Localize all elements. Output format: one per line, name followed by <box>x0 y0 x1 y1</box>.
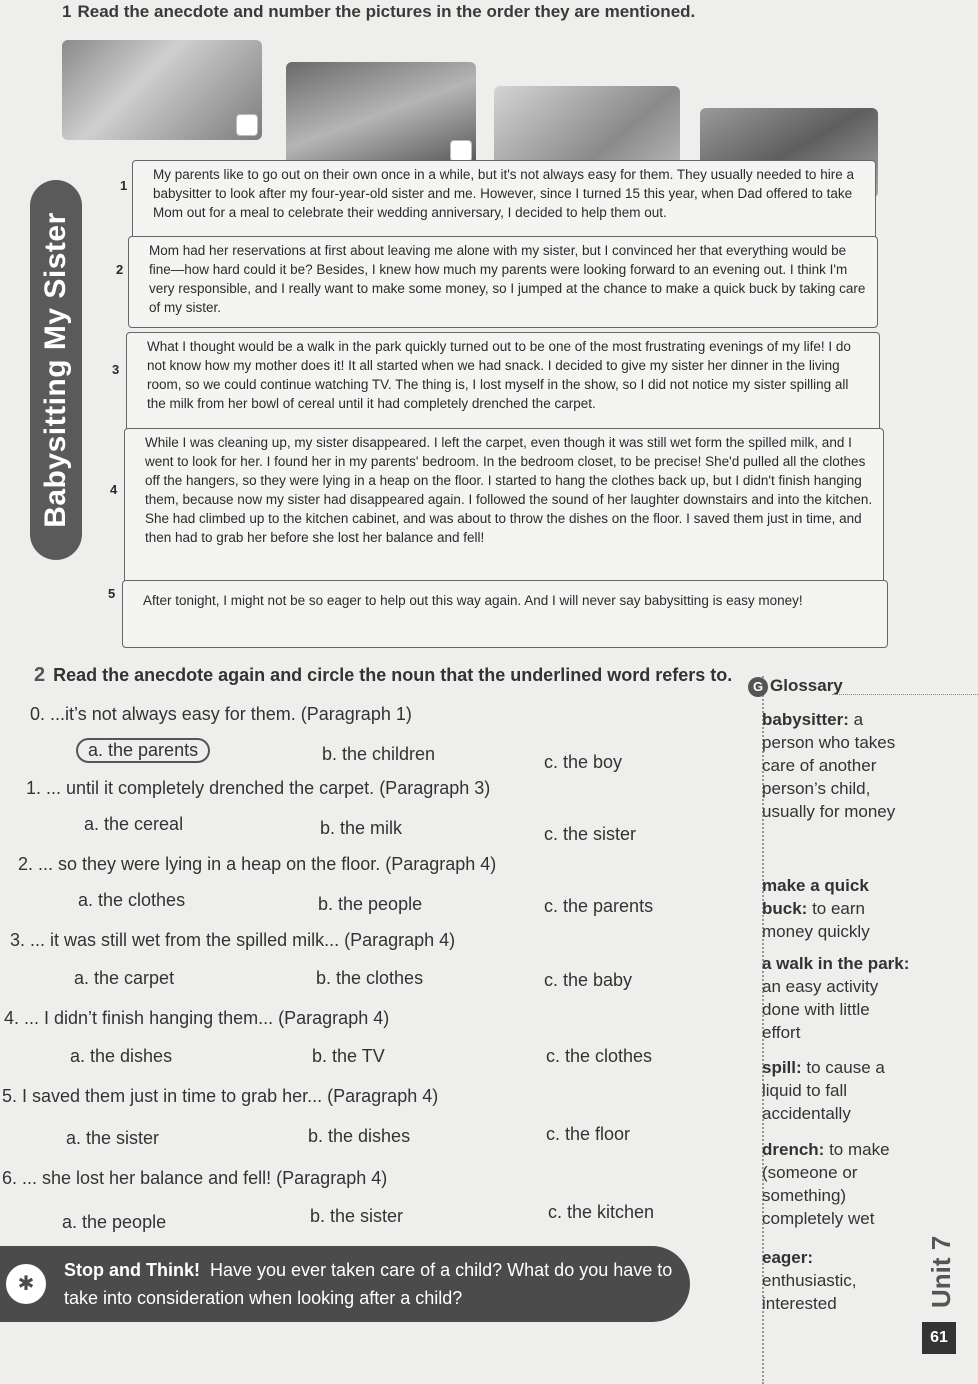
paragraph-2: Mom had her reservations at first about leaving me alone with my sister, but I convinced her that everything would be fine—how hard could it be? Besides, I knew how much my parents were looking forward to an evening out. I think I'm very responsible, and I really want to make some money, so I jumped at the chance to make a quick buck by taking care of my sister. <box>128 236 878 328</box>
stop-and-think-question: Have you ever taken care of a child? What do you have to take into consideration when looking after a child? <box>64 1260 673 1308</box>
question-2: 2. ... so they were lying in a heap on the floor. (Paragraph 4) <box>18 854 497 874</box>
option-a[interactable]: a. the carpet <box>74 968 175 988</box>
paragraph-number: 4 <box>110 482 118 497</box>
option-a-circled[interactable]: a. the parents <box>76 738 210 763</box>
page-number: 61 <box>922 1322 956 1354</box>
question-5: 5. I saved them just in time to grab her... (Paragraph 4) <box>2 1086 439 1106</box>
glossary-icon: G <box>748 677 768 697</box>
unit-tag <box>924 1212 954 1332</box>
option-a[interactable]: a. the dishes <box>70 1046 173 1066</box>
question-6: 6. ... she lost her balance and fell! (Paragraph 4) <box>2 1168 388 1188</box>
stop-and-think-text <box>64 1256 674 1312</box>
glossary-entry-spill: spill: to cause a liquid to fall accidentally <box>762 1058 885 1123</box>
option-c[interactable]: c. the floor <box>546 1124 631 1144</box>
number-box[interactable] <box>450 140 472 162</box>
option-c[interactable]: c. the parents <box>544 896 654 916</box>
glossary-heading <box>748 676 843 697</box>
option-a[interactable]: a. the cereal <box>84 814 184 834</box>
option-b[interactable]: b. the people <box>318 894 423 914</box>
picture-bowl-spill <box>62 40 262 140</box>
option-b[interactable]: b. the sister <box>310 1206 404 1226</box>
exercise-instruction: Read the anecdote again and circle the noun that the underlined word refers to. <box>53 665 733 685</box>
exercise-instruction: Read the anecdote and number the pictures in the order they are mentioned. <box>77 2 696 21</box>
stop-and-think-banner <box>0 1246 690 1322</box>
option-a[interactable]: a. the clothes <box>78 890 186 910</box>
paragraph-3: What I thought would be a walk in the park quickly turned out to be one of the most frustrating evenings of my life! I do not know how my mother does it! It all started when we had snack. I decided to give my sister her dinner in the living room, so we could continue watching TV. The thing is, I lost myself in the show, so I did not notice my sister spilling all the milk from her bowl of cereal until it had completely drenched the carpet. <box>126 332 880 434</box>
stop-and-think-label: Stop and Think! <box>64 1260 200 1280</box>
exercise-number: 1 <box>62 2 72 21</box>
paragraph-number: 5 <box>108 586 116 601</box>
glossary-entry-quick-buck: make a quick buck: to earn money quickly <box>762 876 870 941</box>
option-c[interactable]: c. the baby <box>544 970 633 990</box>
question-4: 4. ... I didn’t finish hanging them... (Paragraph 4) <box>4 1008 390 1028</box>
glossary-heading-text: Glossary <box>770 676 843 695</box>
paragraph-4: While I was cleaning up, my sister disappeared. I left the carpet, even though it was still wet form the spilled milk, and I went to look for her. I found her in my parents' bedroom. In the bedroom closet, to be precise! She'd pulled all the clothes off the hangers, so they were lying in a heap on the floor. I started to hang the clothes back up, but I didn't finish hanging them, because now my sister had disappeared again. I followed the sound of her laughter downstairs and into the kitchen. She had climbed up to the kitchen cabinet, and was about to throw the dishes on the floor. I saved them just in time, and then had to grab her before she lost her balance and fell! <box>124 428 884 592</box>
story-title: Babysitting My Sister <box>39 212 73 528</box>
unit-label: Unit 7 <box>926 1235 956 1308</box>
exercise-1-title <box>62 2 695 22</box>
glossary-entry-drench: drench: to make (someone or something) completely wet <box>762 1140 890 1228</box>
story-title-tab <box>30 180 82 560</box>
option-b[interactable]: b. the children <box>322 744 436 764</box>
glossary-entry-eager: eager: enthusiastic, interested <box>762 1248 857 1313</box>
thinking-head-icon: ✱ <box>2 1260 50 1308</box>
glossary-entry-walk-in-park: a walk in the park: an easy activity done with little effort <box>762 954 910 1042</box>
paragraph-number: 3 <box>112 362 120 377</box>
option-c[interactable]: c. the kitchen <box>548 1202 655 1222</box>
option-b[interactable]: b. the TV <box>312 1046 385 1066</box>
paragraph-number: 2 <box>116 262 124 277</box>
option-c[interactable]: c. the sister <box>544 824 637 844</box>
number-box[interactable] <box>236 114 258 136</box>
option-b[interactable]: b. the milk <box>320 818 403 838</box>
paragraph-number: 1 <box>120 178 128 193</box>
option-c[interactable]: c. the clothes <box>546 1046 653 1066</box>
exercise-number: 2 <box>34 664 46 686</box>
question-3: 3. ... it was still wet from the spilled milk... (Paragraph 4) <box>10 930 456 950</box>
glossary-entry-babysitter: babysitter: a person who takes care of another person’s child, usually for money <box>762 710 896 821</box>
paragraph-5: After tonight, I might not be so eager to help out this way again. And I will never say babysitting is easy money! <box>122 580 888 648</box>
option-b[interactable]: b. the clothes <box>316 968 424 988</box>
paragraph-1: My parents like to go out on their own once in a while, but it's not always easy for them. They usually needed to hire a babysitter to look after my four-year-old sister and me. However, since I turned 15 this year, when Dad offered to take Mom out for a meal to celebrate their wedding anniversary, I decided to help them out. <box>132 160 876 244</box>
picture-clothes-closet <box>286 62 476 166</box>
option-a[interactable]: a. the sister <box>66 1128 160 1148</box>
question-1: 1. ... until it completely drenched the carpet. (Paragraph 3) <box>26 778 491 798</box>
option-c[interactable]: c. the boy <box>544 752 623 772</box>
exercise-2-title <box>34 664 732 687</box>
question-0: 0. ...it’s not always easy for them. (Paragraph 1) <box>30 704 412 724</box>
option-b[interactable]: b. the dishes <box>308 1126 411 1146</box>
option-a[interactable]: a. the people <box>62 1212 167 1232</box>
glossary-rule <box>832 694 978 695</box>
